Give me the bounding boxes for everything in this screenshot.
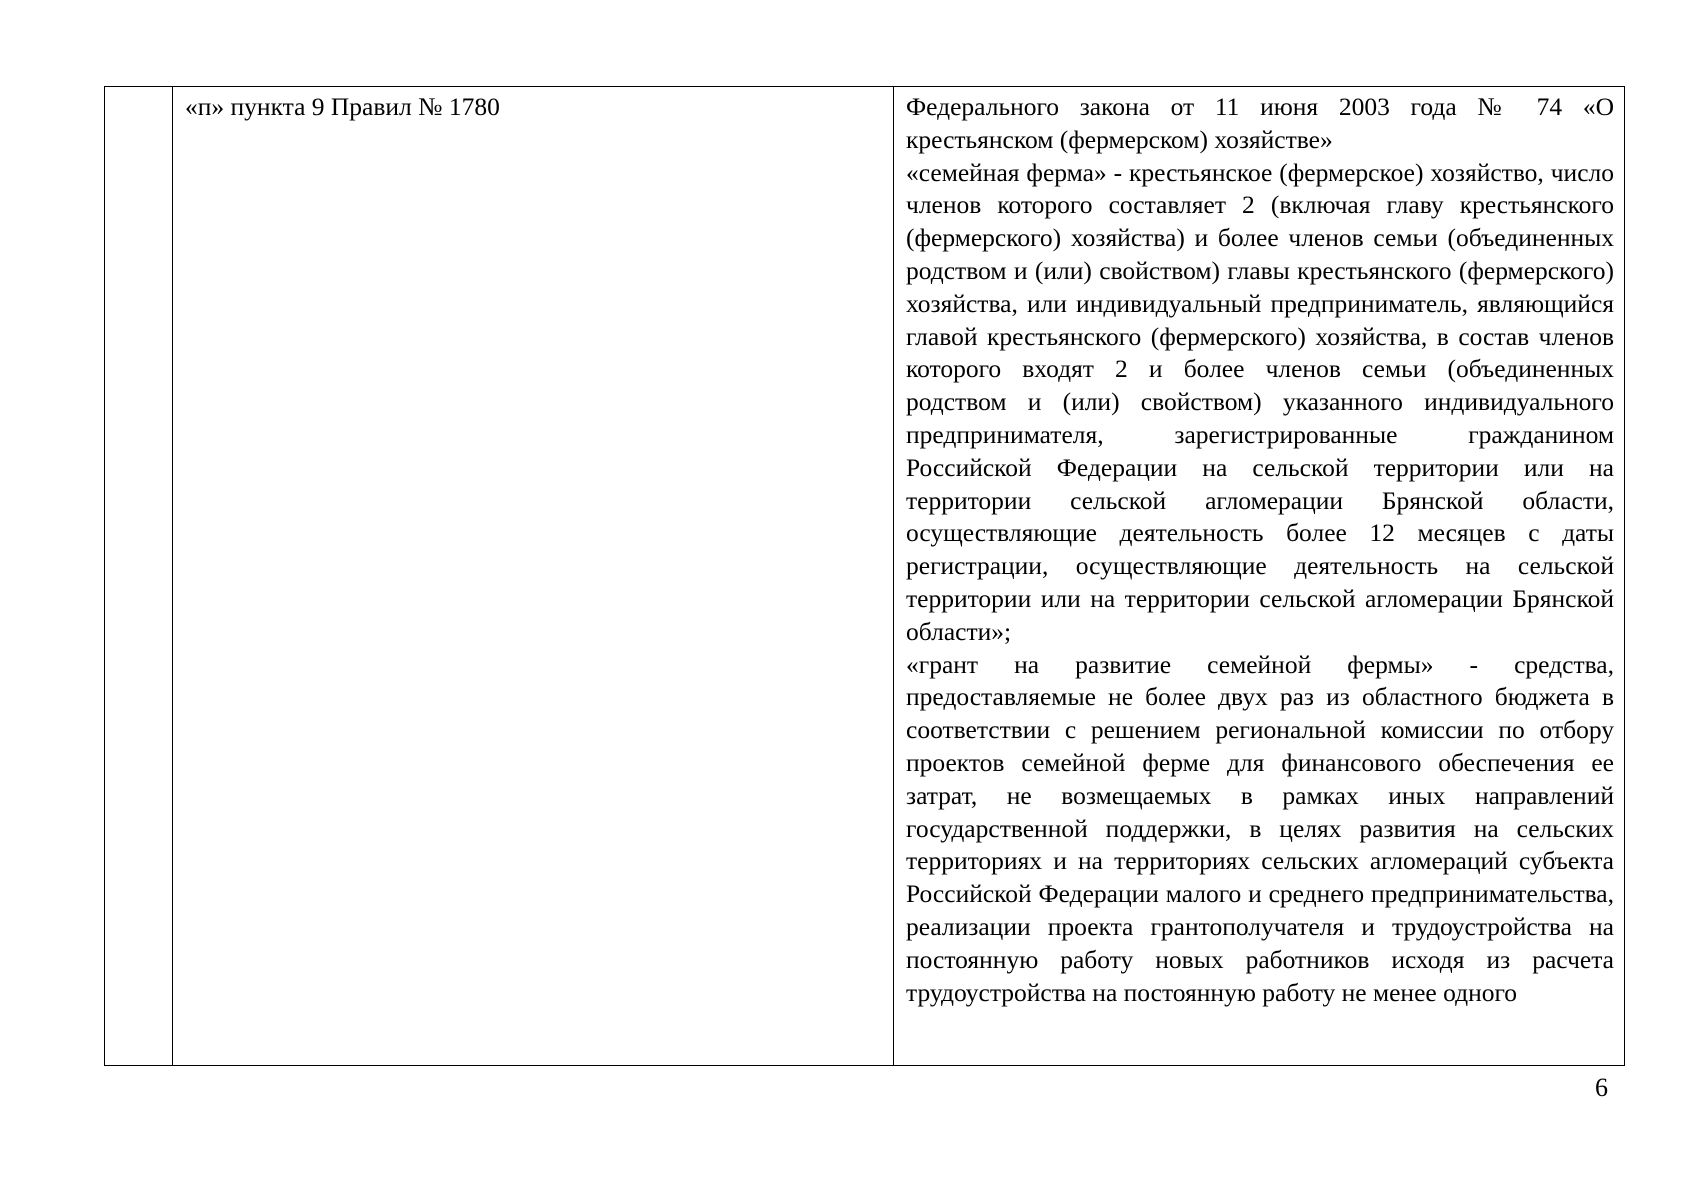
document-table xyxy=(104,86,1625,1066)
reference-cell xyxy=(173,87,894,1065)
grant-definition-paragraph: «грант на развитие семейной фермы» - средства, предоставляемые не более двух раз из областного бюджета в соответствии с решением региональной комиссии по отбору проектов семейной ферме для финансового обеспечения ее затрат, не возмещаемых в рамках иных направлений государственной поддержки, в целях развития на сельских территориях и на территориях сельских агломераций субъекта Российской Федерации малого и среднего предпринимательства, реализации проекта грантополучателя и трудоустройства на постоянную работу новых работников исходя из расчета трудоустройства на постоянную работу не менее одного xyxy=(906,649,1614,1007)
definition-cell xyxy=(894,87,1624,1065)
family-farm-definition-paragraph: «семейная ферма» - крестьянское (фермерское) хозяйство, число членов которого составляет 2 (включая главу крестьянского (фермерского) хозяйства) и более членов семьи (объединенных родством и (или) свойством) главы крестьянского (фермерского) хозяйства, или индивидуальный предприниматель, являющийся главой крестьянского (фермерского) хозяйства, в состав членов которого входят 2 и более членов семьи (объединенных родством и (или) свойством) указанного индивидуального предпринимателя, зарегистрированные гражданином Российской Федерации на сельской территории или на территории сельской агломерации Брянской области, осуществляющие деятельность более 12 месяцев с даты регистрации, осуществляющие деятельность на сельской территории или на территории сельской агломерации Брянской области»; xyxy=(906,157,1614,646)
reference-text: «п» пункта 9 Правил № 1780 xyxy=(185,92,500,121)
page-number: 6 xyxy=(1595,1073,1608,1102)
law-reference-paragraph: Федерального закона от 11 июня 2003 года № 74 «О крестьянском (фермерском) хозяйстве» xyxy=(906,92,1614,154)
row-number-cell xyxy=(105,87,173,1065)
